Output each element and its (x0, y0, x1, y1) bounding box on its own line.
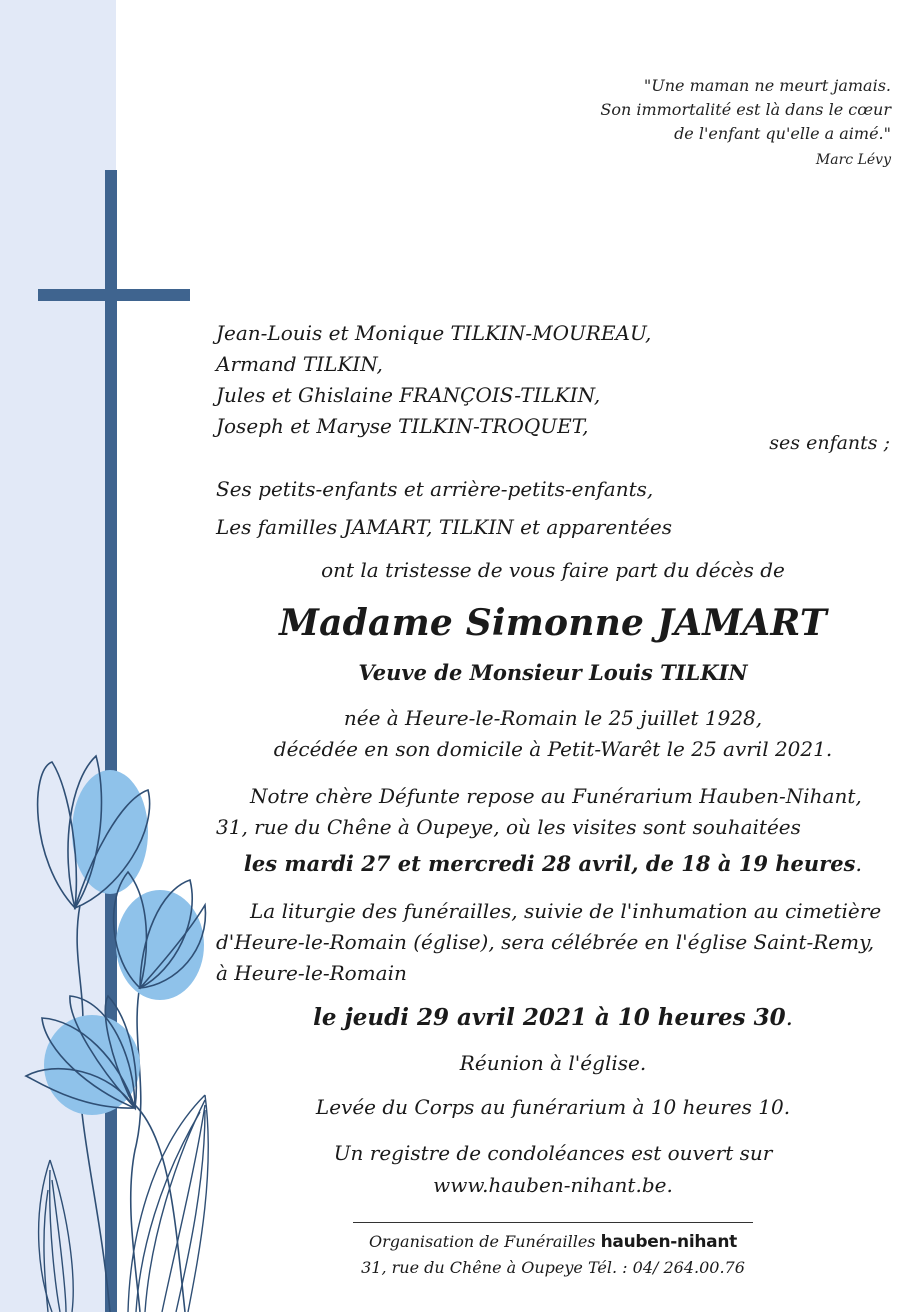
child-entry: Armand TILKIN, (216, 352, 383, 376)
child-entry: Jean-Louis et Monique TILKIN-MOUREAU, (216, 321, 652, 345)
children-label: ses enfants ; (769, 432, 890, 454)
quote-line: "Une maman ne meurt jamais. (643, 76, 891, 95)
visiting-hours-period: . (855, 852, 863, 876)
funeral-date-text: le jeudi 29 avril 2021 à 10 heures 30 (313, 1004, 786, 1031)
quote-line: Son immortalité est là dans le cœur (600, 100, 891, 119)
footer-organisation (353, 1232, 753, 1252)
quote-author: Marc Lévy (815, 152, 891, 168)
leaf-bottom-left (39, 1160, 74, 1312)
tulip-top (38, 756, 150, 908)
liturgy-line: à Heure-le-Romain (216, 961, 407, 985)
rest-line: Notre chère Défunte repose au Funérarium Hauben-Nihant, (250, 784, 862, 808)
tulip-middle (114, 872, 206, 1000)
liturgy-line: d'Heure-le-Romain (église), sera célébrée en l'église Saint-Remy, (216, 930, 875, 954)
funeral-date-period: . (785, 1005, 793, 1031)
visiting-hours-text: les mardi 27 et mercredi 28 avril, de 18 à 19 heures (243, 851, 856, 876)
registry-url[interactable]: www.hauben-nihant.be. (433, 1173, 673, 1197)
meeting-note: Réunion à l'église. (459, 1051, 647, 1075)
widow-of: Veuve de Monsieur Louis TILKIN (358, 660, 748, 685)
footer-org-label: Organisation de Funérailles (369, 1232, 596, 1251)
visiting-hours (200, 851, 906, 876)
birth-death-info (200, 703, 906, 765)
registry-line: Un registre de condoléances est ouvert sur (333, 1141, 773, 1165)
funeral-date (200, 1004, 906, 1031)
funeral-home-logo: hauben-nihant (600, 1232, 737, 1252)
leaf-bottom-right (128, 1095, 208, 1312)
footer-address: 31, rue du Chêne à Oupeye Tél. : 04/ 264.00.76 (361, 1258, 745, 1277)
condolence-registry (200, 1137, 906, 1201)
epigraph-quote (600, 74, 891, 170)
liturgy-line: La liturgie des funérailles, suivie de l'inhumation au cimetière (250, 899, 882, 923)
liturgy-paragraph (216, 896, 906, 989)
child-entry: Jules et Ghislaine FRANÇOIS-TILKIN, (216, 383, 601, 407)
announcement-text: ont la tristesse de vous faire part du décès de (321, 558, 785, 582)
deceased-name: Madame Simonne JAMART (279, 602, 827, 644)
rest-paragraph (216, 781, 906, 843)
quote-line: de l'enfant qu'elle a aimé." (674, 124, 891, 143)
rest-line: 31, rue du Chêne à Oupeye, où les visites sont souhaitées (216, 815, 801, 839)
children-list (216, 318, 651, 442)
footer-divider (353, 1222, 753, 1223)
family-entry: Les familles JAMART, TILKIN et apparentées (216, 515, 673, 539)
child-entry: Joseph et Maryse TILKIN-TROQUET, (216, 414, 589, 438)
birth-line: née à Heure-le-Romain le 25 juillet 1928, (343, 706, 763, 730)
cross-horizontal (38, 289, 190, 301)
levee-note: Levée du Corps au funérarium à 10 heures 10. (315, 1095, 791, 1119)
family-entry: Ses petits-enfants et arrière-petits-enfants, (216, 477, 654, 501)
other-family-list (216, 470, 672, 546)
cross-vertical (105, 170, 117, 1312)
death-line: décédée en son domicile à Petit-Warêt le 25 avril 2021. (273, 737, 833, 761)
